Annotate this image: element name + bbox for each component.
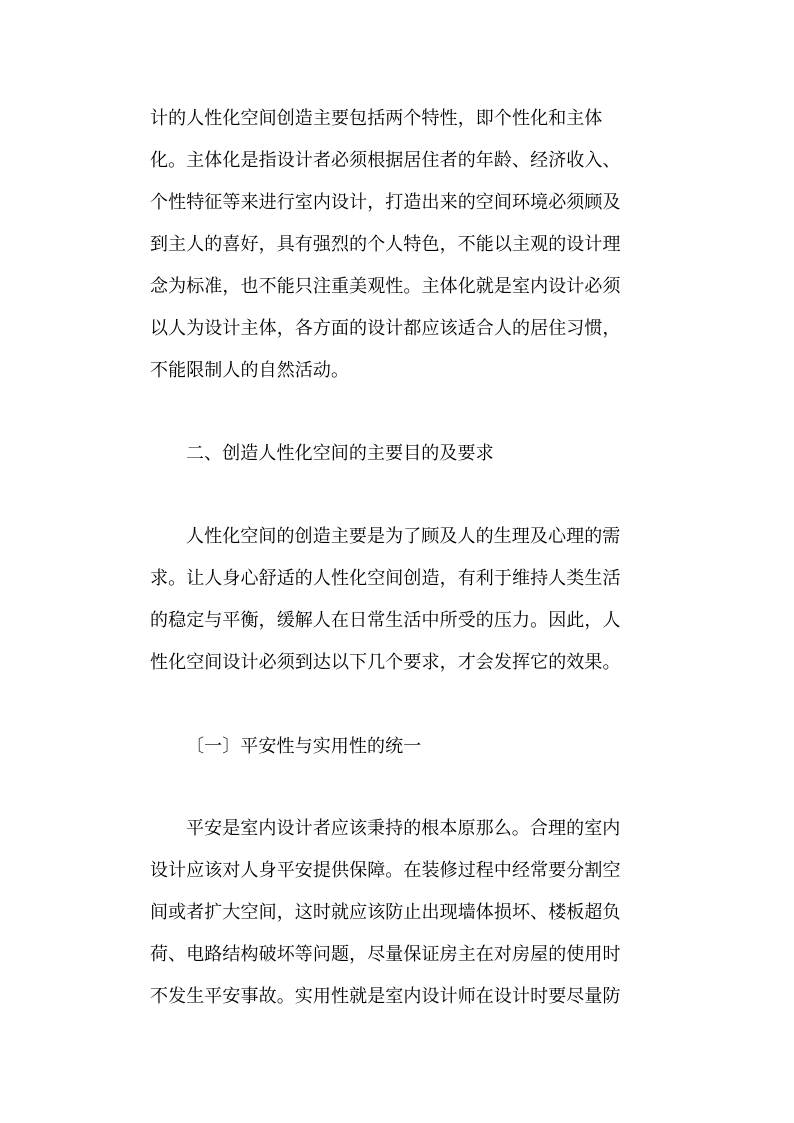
paragraph-1-line-7: 不能限制人的自然活动。 (150, 360, 350, 381)
paragraph-2-line-4: 性化空间设计必须到达以下几个要求，才会发挥它的效果。 (150, 652, 621, 673)
paragraph-3-line-3: 间或者扩大空间，这时就应该防止出现墙体损坏、楼板超负 (150, 902, 621, 923)
paragraph-1-line-3: 个性特征等来进行室内设计，打造出来的空间环境必须顾及 (150, 192, 621, 213)
paragraph-2-line-3: 的稳定与平衡，缓解人在日常生活中所受的压力。因此，人 (150, 610, 621, 631)
section-heading-2: 二、创造人性化空间的主要目的及要求 (186, 443, 494, 464)
paragraph-1-line-6: 以人为设计主体，各方面的设计都应该适合人的居住习惯， (150, 318, 621, 339)
paragraph-3-line-2: 设计应该对人身平安提供保障。在装修过程中经常要分割空 (150, 860, 621, 881)
paragraph-3-line-5: 不发生平安事故。实用性就是室内设计师在设计时要尽量防 (150, 986, 621, 1007)
paragraph-1-line-5: 念为标准，也不能只注重美观性。主体化就是室内设计必须 (150, 276, 621, 297)
subsection-heading-1: 〔一〕平安性与实用性的统一 (186, 736, 422, 757)
paragraph-3-line-4: 荷、电路结构破坏等问题，尽量保证房主在对房屋的使用时 (150, 944, 621, 965)
paragraph-2-line-1: 人性化空间的创造主要是为了顾及人的生理及心理的需 (186, 526, 621, 547)
paragraph-3-line-1: 平安是室内设计者应该秉持的根本原那么。合理的室内 (186, 818, 621, 839)
paragraph-1-line-2: 化。主体化是指设计者必须根据居住者的年龄、经济收入、 (150, 150, 621, 171)
paragraph-2-line-2: 求。让人身心舒适的人性化空间创造，有利于维持人类生活 (150, 568, 621, 589)
paragraph-1-line-4: 到主人的喜好，具有强烈的个人特色，不能以主观的设计理 (150, 234, 621, 255)
paragraph-1-line-1: 计的人性化空间创造主要包括两个特性，即个性化和主体 (150, 108, 603, 129)
